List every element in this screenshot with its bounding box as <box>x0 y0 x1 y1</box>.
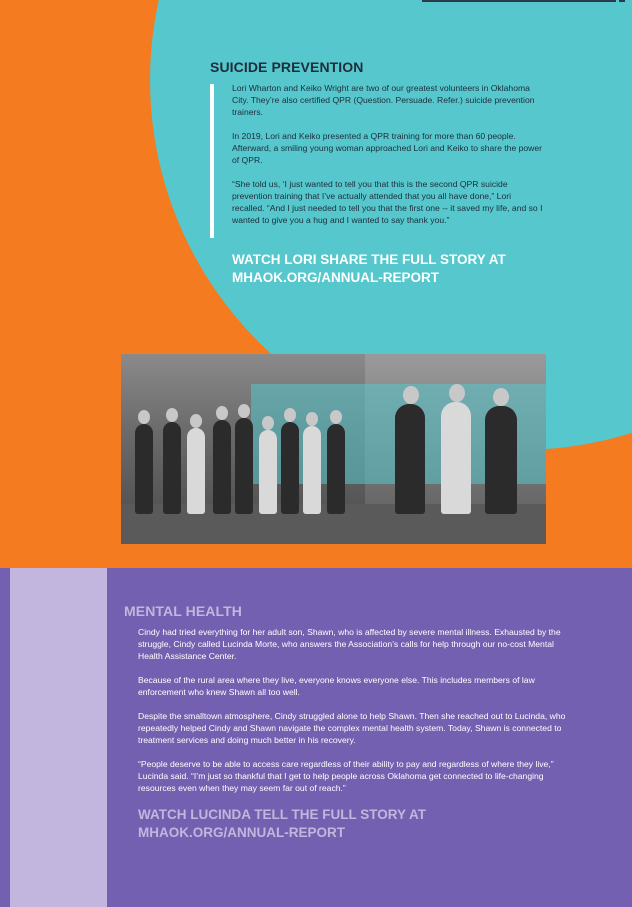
watch-story-link[interactable]: WATCH LORI SHARE THE FULL STORY AT MHAOK.ORG/ANNUAL-REPORT <box>232 252 506 285</box>
person-head <box>330 410 342 424</box>
person-head <box>449 384 465 402</box>
person-head <box>138 410 150 424</box>
person-head <box>190 414 202 428</box>
person-figure <box>485 406 517 514</box>
story-paragraph: Lori Wharton and Keiko Wright are two of our greatest volunteers in Oklahoma City. They’re also certified QPR (Question. Persuade. Refer.) suicide prevention trainers. <box>232 83 535 117</box>
person-head <box>216 406 228 420</box>
corner-mark <box>619 0 625 2</box>
story-paragraph: In 2019, Lori and Keiko presented a QPR training for more than 60 people. Afterward, a smiling young woman approached Lori and Keiko to share the power of QPR. <box>232 131 543 165</box>
person-head <box>238 404 250 418</box>
section-title: MENTAL HEALTH <box>124 603 242 619</box>
person-figure <box>135 424 153 514</box>
left-strip <box>0 568 10 907</box>
story-body <box>138 626 568 806</box>
story-paragraph: Cindy had tried everything for her adult son, Shawn, who is affected by severe mental illness. Exhausted by the struggle, Cindy called Lucinda Morte, who answers the Association’s calls for help through our no-cost Mental Health Assistance Center. <box>138 627 561 661</box>
person-head <box>166 408 178 422</box>
story-paragraph: “She told us, ‘I just wanted to tell you that this is the second QPR suicide prevention training that I’ve actually attended that you all have done,” Lori recalled. “And I just needed to tell you that the first one -- it saved my life, and so I wanted to give you a hug and I wanted to say thank you.” <box>232 179 543 225</box>
person-figure <box>213 420 231 514</box>
person-head <box>493 388 509 406</box>
person-head <box>284 408 296 422</box>
lavender-panel <box>10 568 107 907</box>
person-head <box>306 412 318 426</box>
person-figure <box>327 424 345 514</box>
person-figure <box>303 426 321 514</box>
person-figure <box>441 402 471 514</box>
quote-bar <box>210 84 214 238</box>
top-rule <box>422 0 616 2</box>
story-body <box>232 82 544 238</box>
group-photo <box>121 354 365 544</box>
watch-story-link[interactable]: WATCH LUCINDA TELL THE FULL STORY AT MHAOK.ORG/ANNUAL-REPORT <box>138 807 426 840</box>
trainers-photo <box>365 354 546 544</box>
person-figure <box>395 404 425 514</box>
story-paragraph: Despite the smalltown atmosphere, Cindy struggled alone to help Shawn. Then she reached out to Lucinda, who repeatedly helped Cindy and Shawn navigate the complex mental health system. Today, Shawn is connected to treatment services and doing much better in his recovery. <box>138 711 566 745</box>
person-figure <box>281 422 299 514</box>
story-paragraph: “People deserve to be able to access care regardless of their ability to pay and regardless of where they live,” Lucinda said. “I’m just so thankful that I get to help people across Oklahoma get connected to life-changing resources even when they may seem far out of reach.” <box>138 759 554 793</box>
person-figure <box>163 422 181 514</box>
person-figure <box>187 428 205 514</box>
story-paragraph: Because of the rural area where they live, everyone knows everyone else. This includes members of law enforcement who knew Shawn all too well. <box>138 675 535 697</box>
person-figure <box>259 430 277 514</box>
section-title: SUICIDE PREVENTION <box>210 59 364 75</box>
person-head <box>262 416 274 430</box>
person-head <box>403 386 419 404</box>
mental-health-section <box>0 568 632 907</box>
person-figure <box>235 418 253 514</box>
